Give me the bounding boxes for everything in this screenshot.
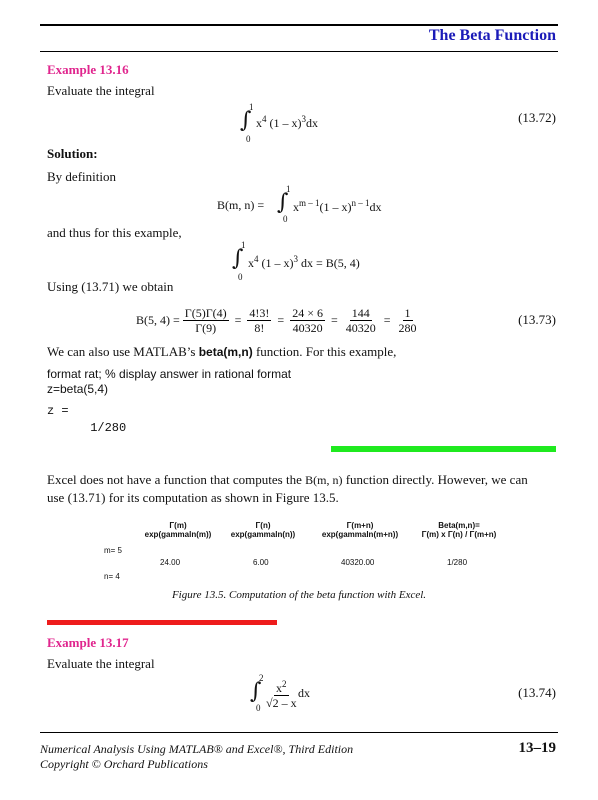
beta-def-lower: 0 <box>283 214 288 224</box>
differential: dx <box>298 686 310 700</box>
example-rhs: dx = B(5, 4) <box>301 256 360 270</box>
integrand-power: 4 <box>262 114 267 124</box>
factor-power: 3 <box>293 254 298 264</box>
integral-lower-limit: 0 <box>246 134 251 144</box>
header-beta <box>404 521 514 539</box>
fraction-denominator: 280 <box>398 320 417 335</box>
header-rule <box>40 24 558 26</box>
example-lower: 0 <box>238 272 243 282</box>
fraction-numerator: 4!3! <box>249 305 270 320</box>
equals-sign: = <box>234 312 242 327</box>
integral-upper-limit: 2 <box>259 673 264 683</box>
fraction-numerator: Γ(5)Γ(4) <box>184 305 227 320</box>
footer-book-title: Numerical Analysis Using MATLAB® and Excel®, Third Edition <box>40 742 354 756</box>
beta-def-factor: (1 – x) <box>319 200 352 214</box>
numerator-x: x <box>276 681 283 695</box>
solution-heading: Solution: <box>47 146 98 161</box>
excel-text-a: Excel does not have a function that computes the <box>47 472 306 487</box>
value-beta: 1/280 <box>447 558 468 567</box>
fraction-factorial <box>247 306 271 335</box>
integral-expression <box>256 114 318 131</box>
integral-equation-13-74 <box>250 675 370 719</box>
header-line2: exp(gammaln(n)) <box>230 530 296 539</box>
figure-caption: Figure 13.5. Computation of the beta function with Excel. <box>171 589 427 601</box>
fraction-result <box>397 306 419 335</box>
example-prompt-13-17: Evaluate the integral <box>47 656 155 671</box>
output-z-value: 1/280 <box>47 421 127 435</box>
integral-upper-limit: 1 <box>249 102 254 112</box>
header-line1: Beta(m,n)= <box>438 521 480 530</box>
fraction-denominator: Γ(9) <box>195 320 217 335</box>
code-line-format: format rat; % display answer in rational format <box>47 367 292 381</box>
eq73-lhs: B(5, 4) = <box>136 312 180 327</box>
integrand-power: 4 <box>254 254 259 264</box>
matlab-paragraph <box>47 344 396 360</box>
example-integrand <box>248 254 360 271</box>
beta-definition-equation <box>217 186 417 226</box>
integrand-x: x <box>256 116 262 130</box>
excel-text-c: function directly. However, we can <box>342 472 528 487</box>
matlab-function-name: beta(m,n) <box>198 345 253 359</box>
equals-sign: = <box>330 312 338 327</box>
page-header-title: The Beta Function <box>428 27 556 44</box>
excel-text-beta: B(m, n) <box>305 473 343 487</box>
header-line2: Γ(m) x Γ(n) / Γ(m+n) <box>421 530 497 539</box>
beta-def-x-power: m – 1 <box>299 198 320 208</box>
fraction-product <box>290 306 325 335</box>
integral-sign: ∫ <box>232 246 244 271</box>
integrand-fraction <box>264 677 299 710</box>
matlab-text-pre: We can also use MATLAB’s <box>47 344 199 359</box>
numerator-power: 2 <box>282 679 287 689</box>
integral-sign: ∫ <box>240 108 252 133</box>
fraction-denominator: √2 – x <box>266 696 297 710</box>
output-z-label: z = <box>47 404 69 418</box>
fraction-numerator <box>274 677 289 696</box>
row-label-n: n= 4 <box>104 572 120 581</box>
beta-def-factor-power: n – 1 <box>351 198 370 208</box>
header-underline <box>40 51 558 52</box>
fraction-denominator: 8! <box>254 320 265 335</box>
integrand-factor: (1 – x) <box>269 116 302 130</box>
beta-def-integrand <box>293 198 382 215</box>
red-divider-bar <box>47 620 277 625</box>
fraction-numerator: 24 × 6 <box>292 305 323 320</box>
fraction-denominator: 40320 <box>292 320 323 335</box>
matlab-text-post: function. For this example, <box>252 344 397 359</box>
green-divider-bar <box>331 446 556 452</box>
value-gamma-m: 24.00 <box>160 558 181 567</box>
header-line2: exp(gammaln(m)) <box>144 530 212 539</box>
page-number: 13–19 <box>518 740 556 756</box>
integral-sign: ∫ <box>277 190 289 215</box>
header-line1: Γ(m+n) <box>346 521 374 530</box>
by-definition-text: By definition <box>47 169 116 184</box>
factor-power: 3 <box>301 114 306 124</box>
differential: dx <box>306 116 318 130</box>
excel-paragraph-line2: use (13.71) for its computation as shown in Figure 13.5. <box>47 490 339 505</box>
thus-text: and thus for this example, <box>47 225 182 240</box>
integral-lower-limit: 0 <box>256 703 261 713</box>
fraction-numerator: 1 <box>404 305 411 320</box>
header-line2: exp(gammaln(m+n)) <box>321 530 399 539</box>
example-heading: Example 13.16 <box>47 62 129 77</box>
equals-sign: = <box>277 312 285 327</box>
beta-def-lhs: B(m, n) = <box>217 198 265 212</box>
integrand-factor: (1 – x) <box>261 256 294 270</box>
code-line-beta-call: z=beta(5,4) <box>47 382 109 396</box>
footer-copyright: Copyright © Orchard Publications <box>40 757 208 771</box>
equation-number-13-73: (13.73) <box>518 312 556 327</box>
integrand-x: x <box>248 256 254 270</box>
example-heading-13-17: Example 13.17 <box>47 635 129 650</box>
excel-paragraph-line1 <box>47 472 528 488</box>
equation-number: (13.72) <box>518 110 556 125</box>
using-text: Using (13.71) we obtain <box>47 279 174 294</box>
header-line1: Γ(n) <box>255 521 271 530</box>
example-equals-beta <box>232 242 392 282</box>
integral-sign: ∫ <box>250 679 262 704</box>
value-gamma-mn: 40320.00 <box>341 558 375 567</box>
excel-figure <box>100 517 520 587</box>
equation-number-13-74: (13.74) <box>518 685 556 700</box>
footer-rule <box>40 732 558 733</box>
equation-13-73 <box>136 303 422 337</box>
beta-def-dx: dx <box>369 200 382 214</box>
value-gamma-n: 6.00 <box>253 558 269 567</box>
header-gamma-mn <box>308 521 412 539</box>
example-prompt: Evaluate the integral <box>47 83 155 98</box>
fraction-numerator: 144 <box>351 305 370 320</box>
row-label-m: m= 5 <box>104 546 123 555</box>
fraction-144 <box>344 306 378 335</box>
beta-def-x: x <box>293 200 299 214</box>
fraction-denominator: 40320 <box>345 320 376 335</box>
header-line1: Γ(m) <box>169 521 187 530</box>
example-upper: 1 <box>241 240 246 250</box>
header-gamma-n <box>220 521 306 539</box>
fraction-gamma <box>183 306 229 335</box>
beta-def-upper: 1 <box>286 184 291 194</box>
header-gamma-m <box>134 521 222 539</box>
equals-sign: = <box>383 312 391 327</box>
